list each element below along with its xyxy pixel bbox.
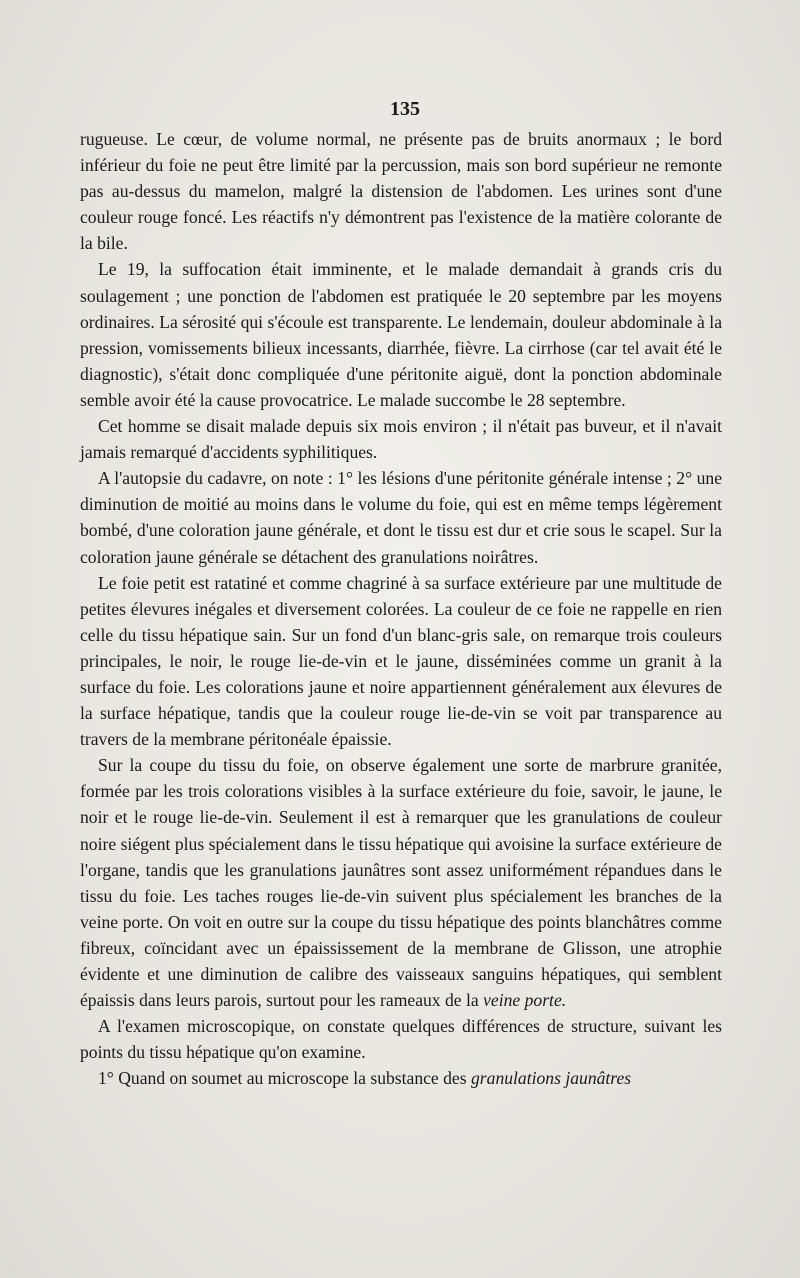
paragraph-8-italic: granulations jaunâtres <box>471 1068 632 1089</box>
paragraph-6-text: Sur la coupe du tissu du foie, on observe également une sorte de marbrure granitée, formée par les trois colorations visibles à la surface extérieure du foie, savoir, le jaune, le noir et le rouge lie-de-vin. Seulement il est à remarquer que les granulations de couleur noire siégent plus spécialement dans le tissu hépatique qui avoisine la surface extérieure de l'organe, tandis que les granulations jaunâtres sont assez uniformément répandues dans le tissu du foie. Les taches rouges lie-de-vin suivent plus spécialement les branches de la veine porte. On voit en outre sur la coupe du tissu hépatique des points blanchâtres comme fibreux, coïncidant avec un épaississement de la membrane de Glisson, une atrophie évidente et une diminution de calibre des vaisseaux sanguins hépatiques, qui semblent épaissis dans leurs parois, surtout pour les rameaux de la <box>80 755 722 1011</box>
paragraph-6-italic: veine porte. <box>483 990 567 1011</box>
paragraph-3 <box>80 413 722 465</box>
paragraph-5 <box>80 570 722 753</box>
paragraph-8-text: 1° Quand on soumet au microscope la substance des <box>98 1068 467 1089</box>
paragraph-4 <box>80 465 722 569</box>
paragraph-1-text: rugueuse. Le cœur, de volume normal, ne présente pas de bruits anormaux ; le bord inférieur du foie ne peut être limité par la percussion, mais son bord supérieur ne remonte pas au-dessus du mamelon, malgré la distension de l'abdomen. Les urines sont d'une couleur rouge foncé. Les réactifs n'y démontrent pas l'existence de la matière colorante de la bile. <box>80 129 722 254</box>
paragraph-4-text: A l'autopsie du cadavre, on note : 1° les lésions d'une péritonite générale intense ; 2° une diminution de moitié au moins dans le volume du foie, qui est en même temps légèrement bombé, d'une coloration jaune générale, et dont le tissu est dur et crie sous le scapel. Sur la coloration jaune générale se détachent des granulations noirâtres. <box>80 468 722 567</box>
paragraph-3-text: Cet homme se disait malade depuis six mois environ ; il n'était pas buveur, et il n'avait jamais remarqué d'accidents syphilitiques. <box>80 416 722 463</box>
paragraph-7 <box>80 1013 722 1065</box>
paragraph-2-text: Le 19, la suffocation était imminente, et le malade demandait à grands cris du soulagement ; une ponction de l'abdomen est pratiquée le 20 septembre par les moyens ordinaires. La sérosité qui s'écoule est transparente. Le lendemain, douleur abdominale à la pression, vomissements bilieux incessants, diarrhée, fièvre. La cirrhose (car tel avait été le diagnostic), s'était donc compliquée d'une péritonite aiguë, dont la ponction abdominale semble avoir été la cause provocatrice. Le malade succombe le 28 septembre. <box>80 259 722 410</box>
paragraph-1 <box>80 126 722 256</box>
paragraph-5-text: Le foie petit est ratatiné et comme chagriné à sa surface extérieure par une multitude de petites élevures inégales et diversement colorées. La couleur de ce foie ne rappelle en rien celle du tissu hépatique sain. Sur un fond d'un blanc-gris sale, on remarque trois couleurs principales, le noir, le rouge lie-de-vin et le jaune, disséminées comme un granit à la surface du foie. Les colorations jaune et noire appartiennent généralement aux élevures de la surface hépatique, tandis que la couleur rouge lie-de-vin se voit par transparence au travers de la membrane péritonéale épaissie. <box>80 572 722 750</box>
paragraph-8 <box>80 1065 722 1091</box>
paragraph-6 <box>80 752 722 1013</box>
paragraph-7-text: A l'examen microscopique, on constate quelques différences de structure, suivant les points du tissu hépatique qu'on examine. <box>80 1016 722 1063</box>
paragraph-2 <box>80 256 722 413</box>
page-number: 135 <box>390 98 420 120</box>
book-page <box>80 92 722 1091</box>
